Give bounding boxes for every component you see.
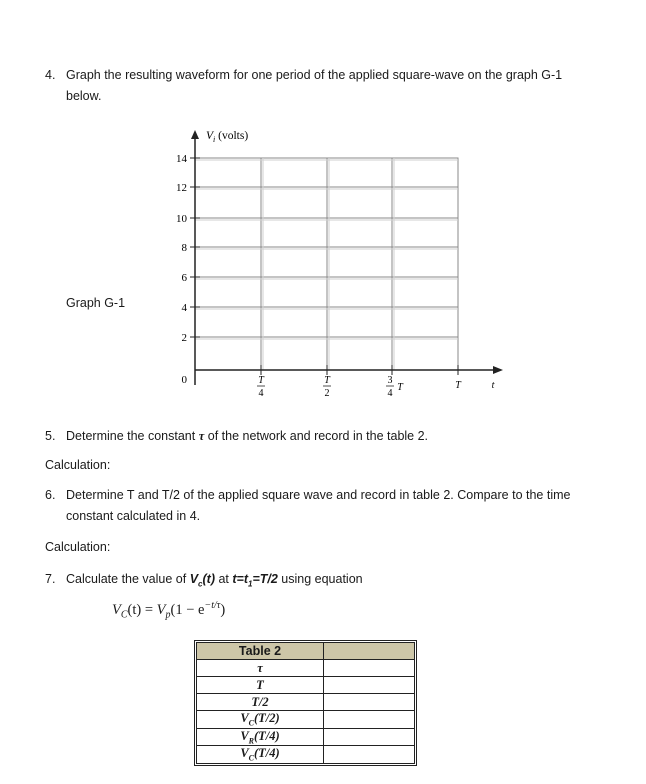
grid	[195, 158, 458, 370]
table-row	[197, 677, 415, 694]
y-tick-label: 10	[176, 213, 187, 225]
table-title: Table 2	[197, 643, 324, 660]
graph-label: Graph G-1	[66, 296, 126, 310]
table-cell-label: T/2	[197, 694, 324, 711]
q5-text: Determine the constant τ of the network and record in the table 2.	[66, 429, 429, 443]
equation: $V_C(t) = V_p(1 - e^{-t/\tau})$	[112, 600, 226, 621]
y-tick-label: 4	[181, 302, 187, 314]
table-value-cell[interactable]	[324, 694, 415, 711]
calculation-label-2: Calculation:	[45, 540, 111, 554]
y-tick-label: 0	[181, 374, 187, 386]
y-tick-label: 12	[176, 182, 187, 194]
table-value-cell[interactable]	[324, 660, 415, 677]
q4-line1: Graph the resulting waveform for one period of the applied square-wave on the graph G-1	[66, 68, 563, 82]
table-row	[197, 746, 415, 764]
x-label-t-quarter	[257, 375, 265, 399]
calculation-label-1: Calculation:	[45, 458, 111, 472]
x-axis-arrow	[493, 366, 503, 374]
svg-text:T: T	[397, 382, 403, 393]
svg-text:3: 3	[387, 375, 393, 386]
table-value-cell[interactable]	[324, 677, 415, 694]
q6-number: 6.	[45, 488, 56, 502]
q6-line2: constant calculated in 4.	[66, 509, 201, 523]
svg-text:T: T	[258, 375, 264, 386]
svg-text:4: 4	[387, 388, 393, 399]
table-value-cell[interactable]	[324, 711, 415, 729]
svg-text:2: 2	[324, 388, 330, 399]
y-tick-label: 6	[181, 272, 187, 284]
table-value-cell[interactable]	[324, 728, 415, 746]
table-value-cell[interactable]	[324, 746, 415, 764]
q4-number: 4.	[45, 68, 56, 82]
table-cell-label: T	[197, 677, 324, 694]
q7-number: 7.	[45, 572, 56, 586]
table-cell-label: τ	[197, 660, 324, 677]
y-axis-arrow	[191, 130, 199, 139]
table-2	[194, 640, 417, 766]
q7-text: Calculate the value of $V_c(t)$ at $t=t_1=T/2$ using equation	[66, 572, 363, 589]
graph-g1	[160, 120, 505, 410]
table-cell-label: $V_C(T/2)$	[197, 711, 324, 729]
x-label-t-half	[323, 375, 331, 399]
y-tick-label: 14	[176, 153, 187, 165]
x-axis-var: t	[491, 380, 495, 391]
table-row	[197, 694, 415, 711]
table-cell-label: $V_R(T/4)$	[197, 728, 324, 746]
y-tick-label: 2	[181, 332, 187, 344]
y-axis-label: $V_i$ (volts)	[206, 130, 249, 144]
svg-text:4: 4	[258, 388, 264, 399]
q6-line1: Determine T and T/2 of the applied square wave and record in table 2. Compare to the time	[66, 488, 571, 502]
table-row	[197, 711, 415, 729]
svg-text:T: T	[324, 375, 330, 386]
table-row	[197, 660, 415, 677]
table-cell-label: $V_C(T/4)$	[197, 746, 324, 764]
q5-number: 5.	[45, 429, 56, 443]
x-label-t-full: T	[455, 380, 461, 391]
y-tick-label: 8	[181, 242, 187, 254]
table-value-cell[interactable]	[324, 643, 415, 660]
q4-line2: below.	[66, 89, 102, 103]
table-row	[197, 728, 415, 746]
table-row	[197, 643, 415, 660]
x-label-three-quarter-t	[386, 375, 404, 399]
